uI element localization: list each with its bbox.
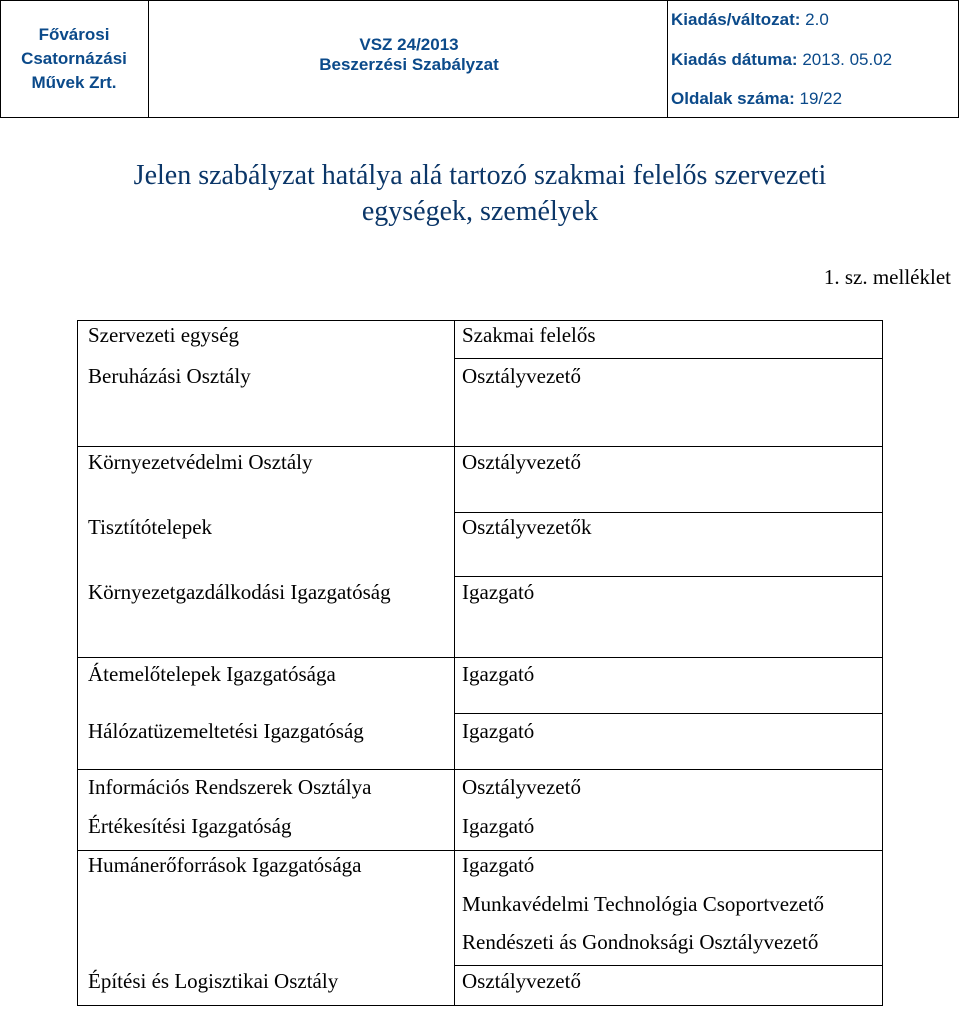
- table-row-responsible: Osztályvezető: [462, 969, 581, 993]
- table-row-responsible: Igazgató: [462, 814, 535, 838]
- table-row-unit: Környezetgazdálkodási Igazgatóság: [88, 580, 391, 604]
- table-row-unit: Beruházási Osztály: [88, 364, 251, 388]
- table-row-unit: Környezetvédelmi Osztály: [88, 450, 313, 474]
- version-value: 2.0: [805, 10, 829, 29]
- version-label: Kiadás/változat:: [671, 10, 801, 29]
- page-count-value: 19/22: [799, 89, 843, 108]
- table-row-responsible: Osztályvezető: [462, 775, 581, 799]
- table-row-responsible: Igazgató: [462, 853, 535, 877]
- table-row-unit: Tisztítótelepek: [88, 515, 213, 539]
- company-name-line2: Csatornázási: [21, 49, 127, 68]
- table-row-responsible: Osztályvezető: [462, 450, 581, 474]
- issue-date-value: 2013. 05.02: [802, 50, 893, 69]
- title-line2: egységek, személyek: [361, 196, 599, 227]
- company-name-line1: Fővárosi: [38, 25, 110, 44]
- issue-date-info: [671, 49, 892, 71]
- page-title: [0, 158, 960, 230]
- table-row-unit: Hálózatüzemeltetési Igazgatóság: [88, 719, 364, 743]
- page-count-info: [671, 88, 842, 110]
- annex-label: 1. sz. melléklet: [823, 265, 951, 289]
- table-row-unit: Átemelőtelepek Igazgatósága: [88, 662, 336, 686]
- table-row-responsible: Igazgató: [462, 662, 535, 686]
- table-row-responsible: Igazgató: [462, 719, 535, 743]
- page-count-label: Oldalak száma:: [671, 89, 795, 108]
- document-name: Beszerzési Szabályzat: [319, 55, 499, 74]
- table-row-unit: Értékesítési Igazgatóság: [88, 814, 292, 838]
- table-row-responsible: Igazgató: [462, 580, 535, 604]
- version-info: [671, 9, 829, 31]
- document-header: [0, 0, 959, 118]
- title-line1: Jelen szabályzat hatálya alá tartozó szakmai felelős szervezeti: [133, 160, 827, 191]
- document-code: VSZ 24/2013: [359, 35, 459, 54]
- table-row-responsible: Munkavédelmi Technológia Csoportvezető: [462, 892, 825, 916]
- table-row-responsible: Osztályvezetők: [462, 515, 592, 539]
- table-row-unit: Információs Rendszerek Osztálya: [88, 775, 372, 799]
- table-row-responsible: Rendészeti ás Gondnoksági Osztályvezető: [462, 930, 819, 954]
- column-header-responsible: Szakmai felelős: [462, 323, 596, 347]
- table-row-unit: Humánerőforrások Igazgatósága: [88, 853, 362, 877]
- column-header-unit: Szervezeti egység: [88, 323, 240, 347]
- table-row-unit: Építési és Logisztikai Osztály: [88, 969, 339, 993]
- company-name-line3: Művek Zrt.: [31, 73, 117, 92]
- issue-date-label: Kiadás dátuma:: [671, 50, 798, 69]
- table-row-responsible: Osztályvezető: [462, 364, 581, 388]
